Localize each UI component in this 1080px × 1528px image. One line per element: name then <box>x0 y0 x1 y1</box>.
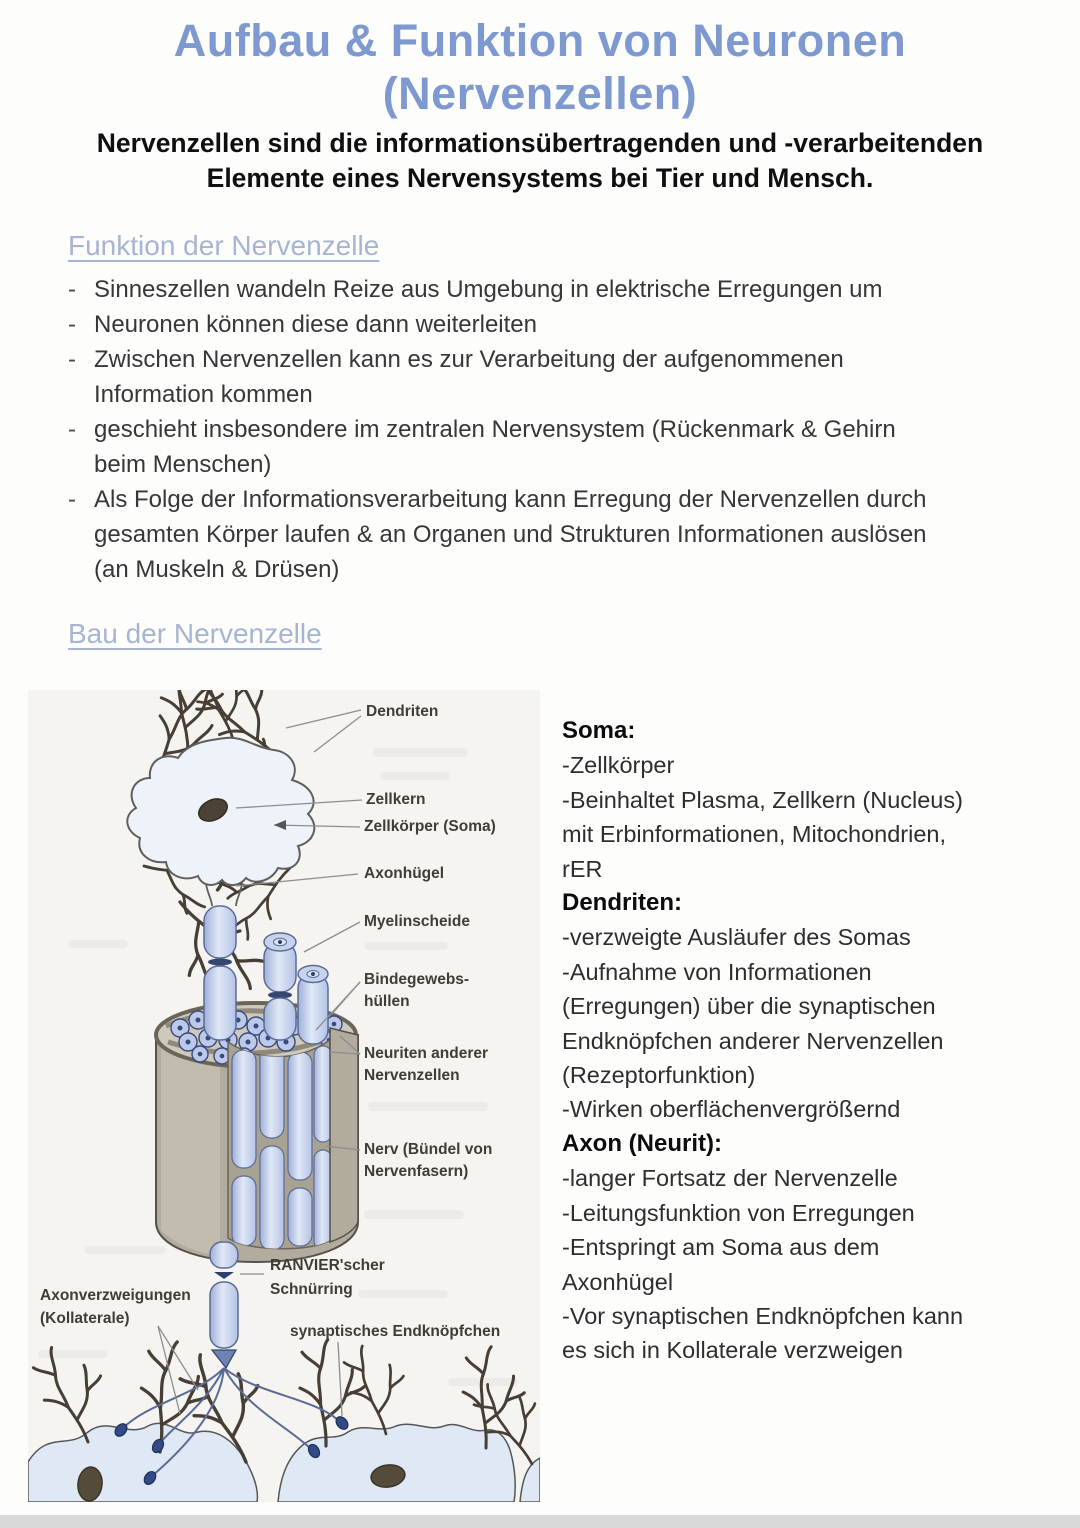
bullet-line: geschieht insbesondere im zentralen Nervensystem (Rückenmark & Gehirn <box>94 416 896 443</box>
notes-line: -Entspringt am Soma aus dem <box>562 1234 880 1261</box>
notes-line: -Wirken oberflächenvergrößernd <box>562 1096 901 1123</box>
label-axonverzweigungen: Axonverzweigungen <box>40 1287 191 1304</box>
label-bindegewebshuellen: Bindegewebs- <box>364 971 470 988</box>
bullet-line: (an Muskeln & Drüsen) <box>94 556 340 583</box>
notes-line: es sich in Kollaterale verzweigen <box>562 1337 903 1364</box>
bullet-dash: - <box>68 276 76 303</box>
list-item <box>68 272 1008 307</box>
label-axonverzweigungen: (Kollaterale) <box>40 1310 130 1327</box>
notes-column <box>562 714 1014 1368</box>
bottom-bar <box>0 1515 1080 1528</box>
notes-line: -Beinhaltet Plasma, Zellkern (Nucleus) <box>562 786 963 813</box>
bullet-dash: - <box>68 346 76 373</box>
page-subtitle <box>0 126 1080 196</box>
notes-line: rER <box>562 855 603 882</box>
list-item <box>68 482 1008 587</box>
notes-heading: Soma: <box>562 717 636 744</box>
nerve-bundle-highlight <box>161 1042 220 1256</box>
label-neuriten: Nervenzellen <box>364 1067 460 1084</box>
label-synaptisches-endknoepfchen: synaptisches Endknöpfchen <box>290 1323 501 1340</box>
notes-line: -Aufnahme von Informationen <box>562 958 872 985</box>
label-zellkoerper-soma: Zellkörper (Soma) <box>364 818 496 835</box>
page-title-line2: (Nervenzellen) <box>382 68 698 119</box>
page-title <box>0 14 1080 120</box>
notes-section-dendriten <box>562 886 1014 1127</box>
notes-line: -langer Fortsatz der Nervenzelle <box>562 1165 898 1192</box>
list-item <box>68 307 1008 342</box>
notes-heading: Axon (Neurit): <box>562 1129 722 1157</box>
neuron-diagram <box>28 690 540 1502</box>
label-nerv: Nerv (Bündel von <box>364 1141 493 1158</box>
list-item <box>68 342 1008 412</box>
bullet-line: Zwischen Nervenzellen kann es zur Verarbeitung der aufgenommenen <box>94 346 844 373</box>
page-title-line1: Aufbau & Funktion von Neuronen <box>173 15 907 66</box>
page-subtitle-line2: Elemente eines Nervensystems bei Tier und Mensch. <box>206 163 874 193</box>
label-neuriten: Neuriten anderer <box>364 1045 489 1062</box>
fiber-top-cross-section <box>264 933 296 951</box>
label-myelinscheide: Myelinscheide <box>364 913 470 930</box>
bullet-line: Als Folge der Informationsverarbeitung kann Erregung der Nervenzellen durch <box>94 486 927 513</box>
section-heading-bau: Bau der Nervenzelle <box>68 618 322 649</box>
bullet-line: Sinneszellen wandeln Reize aus Umgebung in elektrische Erregungen um <box>94 276 883 303</box>
myelin-sheath-segment <box>264 998 296 1040</box>
list-item <box>68 412 1008 482</box>
section-heading-funktion: Funktion der Nervenzelle <box>68 230 380 261</box>
ranvier-node <box>208 959 232 966</box>
bullet-line: Information kommen <box>94 381 313 408</box>
nerve-bundle <box>156 1003 358 1262</box>
notes-line: (Erregungen) über die synaptischen <box>562 993 936 1020</box>
fiber-top-cross-section <box>298 966 328 983</box>
myelin-sheath-segment <box>204 966 236 1040</box>
notes-section-soma <box>562 714 1014 886</box>
function-bullet-list <box>68 272 1008 587</box>
notes-line: Axonhügel <box>562 1268 674 1295</box>
bullet-line: beim Menschen) <box>94 451 272 478</box>
notes-line: (Rezeptorfunktion) <box>562 1062 756 1089</box>
notes-line: -Zellkörper <box>562 752 675 779</box>
myelin-sheath-segment <box>210 1242 238 1268</box>
notes-line: mit Erbinformationen, Mitochondrien, <box>562 821 947 848</box>
bullet-dash: - <box>68 311 76 338</box>
nerve-bundle-wall-right <box>330 1028 358 1242</box>
label-dendriten: Dendriten <box>366 703 439 720</box>
label-ranvier: RANVIER'scher <box>270 1257 385 1274</box>
bullet-dash: - <box>68 416 76 443</box>
bullet-line: gesamten Körper laufen & an Organen und Strukturen Informationen auslösen <box>94 521 927 548</box>
myelin-sheath-segment <box>204 906 236 958</box>
notes-section-axon <box>562 1127 1014 1368</box>
label-nerv: Nervenfasern) <box>364 1163 469 1180</box>
notes-heading: Dendriten: <box>562 889 682 917</box>
label-bindegewebshuellen: hüllen <box>364 993 410 1010</box>
bullet-dash: - <box>68 486 76 513</box>
label-axonhuegel: Axonhügel <box>364 865 445 882</box>
notes-line: Endknöpfchen anderer Nervenzellen <box>562 1027 944 1054</box>
myelin-sheath-segment <box>298 974 328 1044</box>
notes-line: -verzweigte Ausläufer des Somas <box>562 924 911 951</box>
bullet-line: Neuronen können diese dann weiterleiten <box>94 311 537 338</box>
notes-line: -Leitungsfunktion von Erregungen <box>562 1199 915 1226</box>
page-subtitle-line1: Nervenzellen sind die informationsübertragenden und -verarbeitenden <box>96 128 984 158</box>
notes-line: -Vor synaptischen Endknöpfchen kann <box>562 1302 964 1329</box>
label-ranvier: Schnürring <box>270 1281 353 1298</box>
label-zellkern: Zellkern <box>366 791 426 808</box>
myelin-sheath-segment <box>210 1282 238 1348</box>
